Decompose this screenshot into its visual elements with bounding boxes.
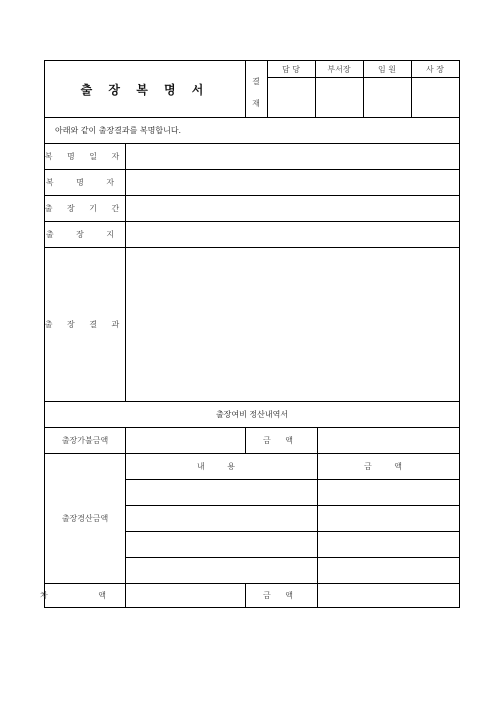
settlement-content-field[interactable] [126,532,317,557]
approval-role-executive: 임 원 [378,64,396,74]
difference-amount-field[interactable] [318,584,459,607]
difference-label: 차 액 [40,590,130,600]
report-date-label: 복 명 일 자 [44,151,126,161]
approval-signature-box[interactable] [316,78,362,116]
trip-result-label: 출 장 결 과 [44,319,126,329]
destination-field[interactable] [126,222,459,247]
approval-label-bottom: 재 [252,98,260,108]
difference-amount-label: 금 액 [263,590,299,600]
settlement-amount-field[interactable] [318,506,459,531]
content-column-header: 내 용 [197,461,245,471]
trip-result-field[interactable] [126,248,459,401]
reporter-field[interactable] [126,170,459,195]
advance-amount-field[interactable] [126,428,245,453]
amount-column-header: 금 액 [364,461,412,471]
approval-signature-box[interactable] [412,78,458,116]
approval-role-staff: 담 당 [282,64,300,74]
advance-amount-label: 출장가불금액 [61,435,109,445]
approval-label-top: 결 [252,76,260,86]
settlement-amount-label: 출장경산금액 [61,513,109,523]
reporter-label: 복 명 자 [45,177,125,187]
settlement-amount-field[interactable] [318,558,459,583]
destination-label: 출 장 지 [45,229,125,239]
settlement-amount-field[interactable] [318,480,459,505]
approval-signature-box[interactable] [267,78,314,116]
intro-text: 아래와 같이 출장결과를 복명합니다. [55,125,182,135]
settlement-content-field[interactable] [126,506,317,531]
expense-section-title: 출장여비 정산내역서 [215,409,289,419]
settlement-content-field[interactable] [126,558,317,583]
approval-role-dept-head: 부서장 [327,64,351,74]
page-title: 출 장 복 명 서 [80,82,210,97]
advance-amount-value-field[interactable] [318,428,459,453]
difference-field[interactable] [126,584,245,607]
report-date-field[interactable] [126,144,459,169]
settlement-amount-field[interactable] [318,532,459,557]
approval-signature-box[interactable] [364,78,410,116]
business-trip-report-form [40,60,460,608]
trip-period-label: 출 장 기 간 [44,203,126,213]
approval-role-president: 사 장 [426,64,444,74]
trip-period-field[interactable] [126,196,459,221]
amount-label: 금 액 [263,435,299,445]
settlement-content-field[interactable] [126,480,317,505]
